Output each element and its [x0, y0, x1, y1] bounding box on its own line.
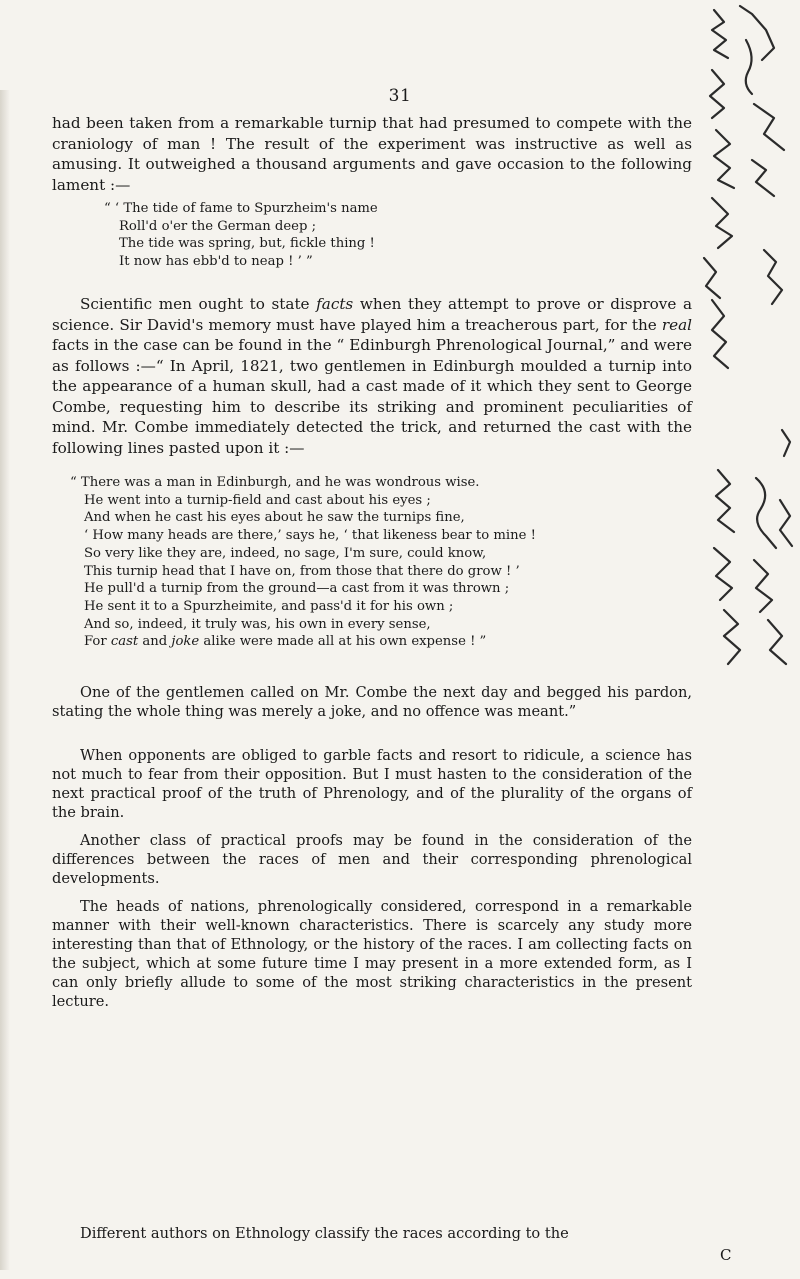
- pen-mark: [768, 620, 786, 664]
- paragraph-1: had been taken from a remarkable turnip that had presumed to compete with the craniology of man ! The result of the experiment was instructive as well as amusing. It outweighed a thousand arguments and gave occasion to the following lament :—: [52, 114, 692, 194]
- paragraph-5: Another class of practical proofs may be found in the consideration of the differences between the races of men and their corresponding phrenological developments.: [52, 832, 692, 888]
- text-run: facts in the case can be found in the “ Edinburgh Phrenological Journal,” and were as follows :—“ In April, 1821, two gentlemen in Edinburgh moulded a turnip into the appearance of a human skull, had a cast made of it which they sent to George Combe, requesting him to describe its striking and prominent peculiarities of mind. Mr. Combe immediately detected the trick, and returned the cast with the following lines pasted upon it :—: [52, 336, 692, 457]
- verse-line: Roll'd o'er the German deep ;: [119, 218, 317, 234]
- verse-line: [84, 633, 536, 651]
- pen-mark: [746, 40, 752, 94]
- verse-line: He sent it to a Spurzheimite, and pass'd it for his own ;: [84, 598, 454, 614]
- italic-facts: facts: [316, 295, 354, 313]
- paragraph-gentlemen-called: [52, 683, 692, 721]
- pen-mark: [716, 470, 734, 532]
- paragraph-3: One of the gentlemen called on Mr. Combe the next day and begged his pardon, stating the whole thing was merely a joke, and no offence was meant.”: [52, 684, 692, 721]
- pen-mark: [714, 548, 732, 600]
- text-run: alike were made all at his own expense ! ”: [199, 634, 487, 650]
- verse-line: “ ‘ The tide of fame to Spurzheim's name: [104, 201, 378, 216]
- page-number: 31: [388, 86, 412, 106]
- paragraph-6: The heads of nations, phrenologically considered, correspond in a remarkable manner with their well-known characteristics. There is scarcely any study more interesting than that of Ethnology, or the history of the races. I am collecting facts on the subject, which at some future time I may present in a more extended form, as I can only briefly allude to some of the most striking characteristics in the present lecture.: [52, 898, 692, 1011]
- marginal-pen-marks: [694, 0, 800, 1279]
- pen-mark: [754, 104, 784, 150]
- pen-mark: [782, 430, 790, 456]
- pen-mark: [756, 478, 776, 548]
- pen-mark: [704, 258, 720, 298]
- paragraph-scientific-men: [52, 294, 692, 458]
- italic-real: real: [661, 315, 692, 334]
- verse-lament: [104, 200, 378, 271]
- verse-line: He pull'd a turnip from the ground—a cast from it was thrown ;: [84, 581, 510, 597]
- verse-line: “ There was a man in Edinburgh, and he was wondrous wise.: [70, 475, 480, 490]
- verse-line: And so, indeed, it truly was, his own in every sense,: [84, 616, 431, 632]
- pen-mark: [712, 10, 728, 58]
- paragraph-4: When opponents are obliged to garble facts and resort to ridicule, a science has not much to fear from their opposition. But I must hasten to the consideration of the next practical proof of the truth of Phrenology, and of the plurality of the organs of the brain.: [52, 747, 692, 822]
- pen-mark: [724, 610, 740, 664]
- paragraph-different-authors: [52, 1224, 692, 1243]
- verse-line: ‘ How many heads are there,’ says he, ‘ that likeness bear to mine !: [84, 528, 536, 544]
- verse-line: And when he cast his eyes about he saw the turnips fine,: [84, 510, 465, 526]
- signature-mark: C: [720, 1246, 732, 1264]
- pen-mark: [754, 560, 772, 612]
- text-run: and: [138, 634, 172, 650]
- pen-mark: [752, 160, 774, 196]
- pen-mark: [740, 6, 774, 60]
- verse-line: So very like they are, indeed, no sage, I'm sure, could know,: [84, 545, 487, 561]
- paragraph-heads-of-nations: [52, 897, 692, 1012]
- pen-mark: [780, 500, 792, 546]
- paragraph-opening: [52, 113, 692, 195]
- verse-line: It now has ebb'd to neap ! ’ ”: [119, 254, 313, 270]
- italic-joke: joke: [171, 634, 200, 650]
- page-gutter-shadow: [0, 90, 10, 1270]
- pen-mark: [712, 300, 728, 368]
- paragraph-opponents: [52, 746, 692, 822]
- verse-line: He went into a turnip-field and cast about his eyes ;: [84, 492, 431, 508]
- pen-mark: [710, 70, 724, 118]
- text-run: when they attempt to prove or disprove a science. Sir David's memory must have played him a treacherous part, for the: [52, 295, 692, 334]
- verse-turnip-poem: [70, 474, 536, 651]
- text-run: For: [84, 634, 111, 650]
- italic-cast: cast: [110, 634, 139, 650]
- text-run: Scientific men ought to state: [80, 295, 317, 313]
- pen-mark: [712, 198, 732, 248]
- verse-line: The tide was spring, but, fickle thing !: [119, 236, 375, 252]
- verse-line: This turnip head that I have on, from those that there do grow ! ’: [84, 563, 520, 579]
- paragraph-7: Different authors on Ethnology classify the races according to the: [80, 1225, 569, 1242]
- pen-mark: [764, 250, 782, 304]
- paragraph-another-class: [52, 831, 692, 888]
- paragraph-2: [52, 294, 692, 458]
- pen-mark: [714, 130, 734, 188]
